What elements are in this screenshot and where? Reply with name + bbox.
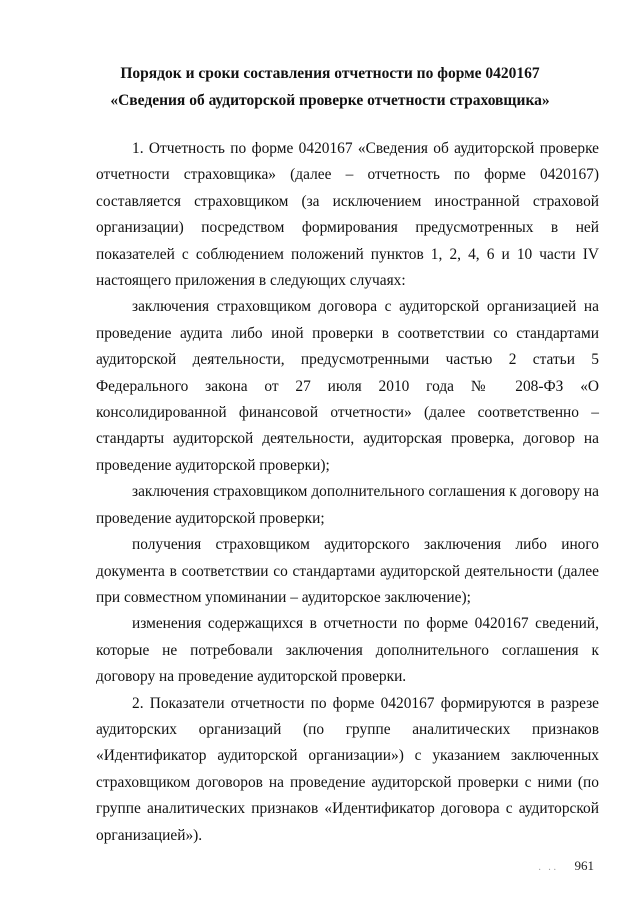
document-title-line-1: Порядок и сроки составления отчетности по форме 0420167: [120, 65, 540, 82]
paragraph-2: 2. Показатели отчетности по форме 0420167 формируются в разрезе аудиторских организаций (по группе аналитических признаков «Идентификатор аудиторской организации») с указанием заключенных страховщиком договоров на проведение аудиторской проверки с ними (по группе аналитических признаков «Идентификатор договора с аудиторской организацией»).: [96, 694, 599, 844]
paragraph-case-audit-report: получения страховщиком аудиторского заключения либо иного документа в соответствии со стандартами аудиторской деятельности (далее при совместном упоминании – аудиторское заключение);: [96, 536, 599, 606]
page-number: 961: [574, 858, 594, 873]
paragraph-case-contract: заключения страховщиком договора с аудиторской организацией на проведение аудита либо иной проверки в соответствии со стандартами аудиторской деятельности, предусмотренными частью 2 статьи 5 Федерального закона от 27 июля 2010 года № 208-ФЗ «О консолидированной финансовой отчетности» (далее соответственно – стандарты аудиторской деятельности, аудиторская проверка, договор на проведение аудиторской проверки);: [96, 298, 599, 474]
paragraph-1: 1. Отчетность по форме 0420167 «Сведения об аудиторской проверке отчетности страховщика» (далее – отчетность по форме 0420167) составляется страховщиком (за исключением иностранной страховой организации) посредством формирования предусмотренных в ней показателей с соблюдением положений пунктов 1, 2, 4, 6 и 10 части IV настоящего приложения в следующих случаях:: [96, 140, 599, 290]
document-title-line-2: «Сведения об аудиторской проверке отчетности страховщика»: [110, 92, 550, 109]
document-body: [96, 136, 599, 849]
scan-marks: · ··: [538, 865, 559, 876]
paragraph-case-supplement: заключения страховщиком дополнительного соглашения к договору на проведение аудиторской проверки;: [96, 483, 599, 527]
paragraph-case-changes: изменения содержащихся в отчетности по форме 0420167 сведений, которые не потребовали заключения дополнительного соглашения к договору на проведение аудиторской проверки.: [96, 615, 599, 686]
